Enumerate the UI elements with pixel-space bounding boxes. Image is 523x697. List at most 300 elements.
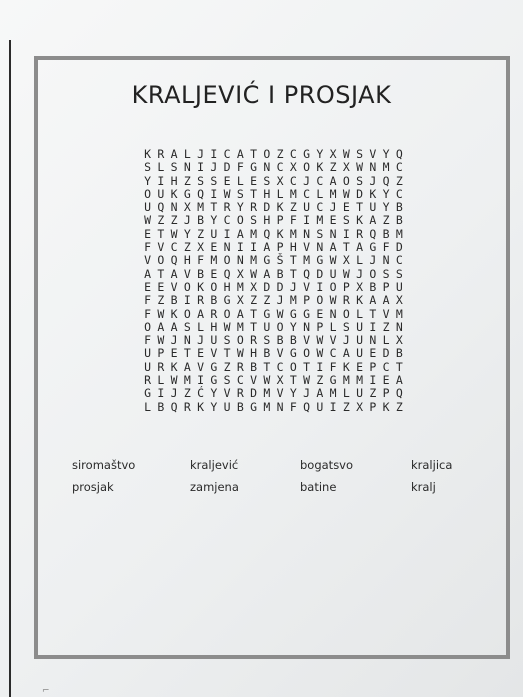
- grid-letter: P: [276, 213, 284, 228]
- grid-letter: W: [223, 186, 231, 201]
- grid-letter: J: [329, 200, 337, 215]
- grid-letter: M: [329, 186, 337, 201]
- grid-letter: Z: [157, 293, 165, 308]
- grid-letter: Y: [144, 173, 152, 188]
- grid-letter: J: [356, 266, 364, 281]
- grid-letter: C: [276, 160, 284, 175]
- grid-letter: C: [170, 240, 178, 255]
- grid-letter: G: [316, 253, 324, 268]
- word-list-item: prosjak: [72, 480, 114, 494]
- grid-letter: A: [170, 147, 178, 161]
- grid-letter: W: [236, 346, 244, 361]
- grid-letter: J: [170, 386, 178, 401]
- grid-row: [141, 228, 406, 241]
- grid-letter: A: [342, 346, 350, 361]
- grid-letter: Q: [263, 226, 271, 241]
- grid-letter: T: [342, 240, 350, 255]
- grid-letter: E: [223, 173, 231, 188]
- grid-letter: A: [263, 240, 271, 255]
- grid-letter: K: [197, 399, 205, 414]
- grid-letter: W: [329, 293, 337, 308]
- grid-letter: X: [395, 293, 403, 308]
- grid-letter: E: [170, 346, 178, 361]
- grid-letter: E: [210, 240, 218, 255]
- grid-letter: W: [356, 160, 364, 175]
- grid-letter: C: [395, 186, 403, 201]
- grid-letter: Z: [170, 213, 178, 228]
- grid-letter: D: [395, 240, 403, 255]
- grid-letter: I: [250, 240, 258, 255]
- grid-letter: T: [369, 306, 377, 321]
- grid-letter: W: [250, 266, 258, 281]
- grid-letter: U: [316, 399, 324, 414]
- grid-row: [141, 347, 406, 360]
- grid-letter: V: [183, 266, 191, 281]
- grid-letter: E: [342, 200, 350, 215]
- grid-letter: C: [223, 147, 231, 161]
- grid-letter: N: [329, 306, 337, 321]
- grid-row: [141, 268, 406, 281]
- grid-letter: S: [356, 173, 364, 188]
- grid-letter: E: [144, 279, 152, 294]
- grid-row: [141, 374, 406, 387]
- grid-letter: F: [144, 333, 152, 348]
- grid-letter: O: [369, 266, 377, 281]
- grid-letter: Š: [276, 253, 284, 268]
- grid-letter: G: [144, 386, 152, 401]
- grid-letter: T: [250, 186, 258, 201]
- grid-letter: J: [276, 293, 284, 308]
- grid-letter: H: [289, 240, 297, 255]
- grid-letter: O: [236, 213, 244, 228]
- grid-letter: S: [263, 173, 271, 188]
- word-list-item: siromaštvo: [72, 458, 136, 472]
- word-list-item: batine: [300, 480, 337, 494]
- grid-letter: J: [303, 173, 311, 188]
- grid-letter: Y: [382, 200, 390, 215]
- grid-letter: J: [197, 147, 205, 161]
- grid-letter: I: [303, 213, 311, 228]
- grid-letter: J: [289, 279, 297, 294]
- grid-letter: K: [276, 200, 284, 215]
- grid-letter: N: [369, 333, 377, 348]
- grid-letter: L: [356, 306, 364, 321]
- grid-letter: T: [289, 373, 297, 388]
- grid-letter: N: [183, 333, 191, 348]
- grid-letter: N: [369, 160, 377, 175]
- grid-letter: L: [157, 373, 165, 388]
- grid-row: [141, 148, 406, 161]
- grid-letter: W: [223, 319, 231, 334]
- grid-letter: A: [329, 240, 337, 255]
- grid-letter: E: [197, 346, 205, 361]
- grid-letter: F: [197, 253, 205, 268]
- grid-letter: M: [289, 186, 297, 201]
- grid-row: [141, 241, 406, 254]
- grid-letter: Z: [276, 147, 284, 161]
- grid-letter: Q: [395, 386, 403, 401]
- grid-letter: Z: [395, 399, 403, 414]
- grid-letter: L: [236, 173, 244, 188]
- grid-letter: W: [170, 373, 178, 388]
- grid-letter: M: [289, 226, 297, 241]
- word-search-grid: [141, 148, 406, 414]
- grid-letter: X: [183, 200, 191, 215]
- grid-letter: O: [236, 333, 244, 348]
- grid-letter: U: [157, 186, 165, 201]
- grid-letter: S: [263, 333, 271, 348]
- grid-letter: G: [263, 306, 271, 321]
- grid-letter: V: [303, 279, 311, 294]
- grid-letter: Z: [382, 319, 390, 334]
- grid-letter: M: [263, 399, 271, 414]
- grid-letter: X: [197, 240, 205, 255]
- grid-letter: O: [183, 306, 191, 321]
- grid-letter: J: [369, 253, 377, 268]
- grid-letter: R: [250, 333, 258, 348]
- grid-letter: V: [197, 359, 205, 374]
- grid-letter: R: [236, 386, 244, 401]
- grid-letter: Z: [157, 213, 165, 228]
- grid-row: [141, 161, 406, 174]
- grid-row: [141, 401, 406, 414]
- grid-row: [141, 361, 406, 374]
- grid-letter: A: [144, 266, 152, 281]
- grid-letter: N: [303, 319, 311, 334]
- grid-letter: U: [223, 399, 231, 414]
- grid-letter: V: [303, 333, 311, 348]
- grid-letter: Y: [183, 226, 191, 241]
- grid-letter: G: [369, 240, 377, 255]
- page-title: KRALJEVIĆ I PROSJAK: [131, 81, 392, 109]
- grid-letter: V: [170, 279, 178, 294]
- grid-letter: X: [329, 147, 337, 161]
- grid-letter: P: [369, 399, 377, 414]
- grid-letter: M: [356, 373, 364, 388]
- grid-letter: K: [276, 226, 284, 241]
- grid-letter: G: [303, 147, 311, 161]
- grid-letter: U: [144, 200, 152, 215]
- grid-letter: X: [276, 173, 284, 188]
- grid-letter: B: [263, 346, 271, 361]
- grid-letter: N: [329, 226, 337, 241]
- grid-letter: S: [356, 147, 364, 161]
- grid-letter: A: [236, 226, 244, 241]
- grid-letter: S: [342, 213, 350, 228]
- grid-letter: Q: [170, 399, 178, 414]
- grid-letter: I: [316, 359, 324, 374]
- grid-letter: Z: [329, 160, 337, 175]
- grid-letter: V: [223, 386, 231, 401]
- grid-letter: S: [395, 266, 403, 281]
- grid-letter: W: [342, 186, 350, 201]
- grid-letter: T: [289, 253, 297, 268]
- grid-letter: Q: [395, 147, 403, 161]
- grid-letter: O: [223, 306, 231, 321]
- grid-letter: A: [183, 359, 191, 374]
- grid-row: [141, 281, 406, 294]
- grid-letter: X: [342, 160, 350, 175]
- grid-letter: I: [369, 373, 377, 388]
- grid-letter: A: [316, 386, 324, 401]
- grid-letter: U: [210, 226, 218, 241]
- grid-letter: R: [183, 399, 191, 414]
- grid-letter: M: [236, 279, 244, 294]
- grid-letter: N: [382, 253, 390, 268]
- grid-letter: X: [236, 293, 244, 308]
- grid-letter: O: [144, 186, 152, 201]
- grid-letter: K: [144, 147, 152, 161]
- grid-letter: R: [342, 293, 350, 308]
- grid-letter: E: [382, 373, 390, 388]
- grid-letter: H: [250, 346, 258, 361]
- grid-letter: D: [356, 186, 364, 201]
- grid-letter: B: [250, 359, 258, 374]
- grid-letter: V: [276, 346, 284, 361]
- grid-letter: V: [157, 240, 165, 255]
- grid-letter: G: [329, 373, 337, 388]
- grid-letter: A: [170, 266, 178, 281]
- grid-letter: I: [197, 160, 205, 175]
- grid-letter: B: [157, 399, 165, 414]
- grid-letter: X: [356, 399, 364, 414]
- grid-letter: I: [210, 147, 218, 161]
- grid-letter: Z: [250, 293, 258, 308]
- grid-letter: A: [356, 240, 364, 255]
- grid-letter: U: [356, 346, 364, 361]
- grid-letter: Y: [210, 386, 218, 401]
- grid-letter: U: [395, 279, 403, 294]
- grid-letter: U: [303, 200, 311, 215]
- grid-letter: M: [183, 373, 191, 388]
- grid-letter: F: [382, 240, 390, 255]
- grid-letter: L: [329, 319, 337, 334]
- grid-letter: P: [382, 279, 390, 294]
- grid-letter: J: [303, 386, 311, 401]
- grid-letter: B: [369, 279, 377, 294]
- grid-letter: W: [342, 147, 350, 161]
- grid-letter: Y: [289, 319, 297, 334]
- grid-letter: M: [303, 253, 311, 268]
- grid-letter: W: [276, 306, 284, 321]
- grid-letter: I: [183, 293, 191, 308]
- grid-letter: B: [289, 333, 297, 348]
- grid-letter: M: [329, 386, 337, 401]
- grid-letter: J: [183, 213, 191, 228]
- grid-letter: P: [369, 359, 377, 374]
- grid-letter: R: [223, 200, 231, 215]
- grid-letter: G: [263, 253, 271, 268]
- grid-letter: V: [210, 346, 218, 361]
- grid-letter: I: [223, 226, 231, 241]
- grid-letter: U: [356, 386, 364, 401]
- grid-letter: I: [157, 386, 165, 401]
- grid-letter: V: [369, 147, 377, 161]
- grid-letter: J: [210, 160, 218, 175]
- grid-letter: V: [250, 373, 258, 388]
- grid-letter: C: [223, 213, 231, 228]
- grid-letter: C: [289, 147, 297, 161]
- grid-letter: Y: [382, 186, 390, 201]
- grid-letter: N: [395, 319, 403, 334]
- grid-letter: F: [144, 293, 152, 308]
- grid-letter: D: [263, 279, 271, 294]
- grid-letter: W: [303, 373, 311, 388]
- grid-letter: M: [197, 200, 205, 215]
- grid-letter: A: [197, 306, 205, 321]
- grid-letter: C: [316, 200, 324, 215]
- grid-letter: Q: [382, 173, 390, 188]
- grid-letter: K: [170, 186, 178, 201]
- grid-letter: C: [395, 160, 403, 175]
- grid-letter: O: [263, 147, 271, 161]
- grid-letter: R: [210, 306, 218, 321]
- grid-letter: I: [197, 373, 205, 388]
- grid-letter: Q: [303, 266, 311, 281]
- grid-letter: F: [289, 399, 297, 414]
- grid-letter: M: [289, 293, 297, 308]
- grid-letter: Y: [210, 399, 218, 414]
- grid-letter: C: [289, 173, 297, 188]
- grid-letter: B: [236, 399, 244, 414]
- grid-letter: U: [369, 200, 377, 215]
- grid-letter: T: [250, 147, 258, 161]
- grid-letter: Z: [289, 200, 297, 215]
- grid-letter: C: [316, 173, 324, 188]
- grid-row: [141, 188, 406, 201]
- grid-letter: O: [342, 306, 350, 321]
- grid-letter: B: [197, 266, 205, 281]
- grid-letter: W: [316, 346, 324, 361]
- grid-letter: Y: [316, 147, 324, 161]
- grid-letter: I: [369, 319, 377, 334]
- grid-letter: O: [183, 279, 191, 294]
- grid-letter: U: [144, 359, 152, 374]
- grid-letter: N: [303, 226, 311, 241]
- grid-letter: V: [329, 333, 337, 348]
- grid-letter: A: [369, 293, 377, 308]
- grid-letter: E: [250, 173, 258, 188]
- grid-letter: H: [170, 173, 178, 188]
- grid-letter: O: [144, 319, 152, 334]
- grid-letter: F: [329, 359, 337, 374]
- grid-letter: K: [382, 399, 390, 414]
- grid-letter: T: [250, 319, 258, 334]
- grid-letter: T: [157, 226, 165, 241]
- grid-letter: D: [263, 200, 271, 215]
- grid-letter: Z: [369, 386, 377, 401]
- grid-letter: I: [342, 226, 350, 241]
- grid-letter: F: [289, 213, 297, 228]
- grid-letter: K: [356, 293, 364, 308]
- grid-row: [141, 294, 406, 307]
- grid-letter: A: [263, 266, 271, 281]
- grid-letter: E: [329, 213, 337, 228]
- grid-row: [141, 387, 406, 400]
- grid-letter: U: [144, 346, 152, 361]
- grid-row: [141, 334, 406, 347]
- grid-letter: L: [382, 333, 390, 348]
- grid-letter: W: [342, 266, 350, 281]
- grid-letter: D: [223, 160, 231, 175]
- grid-letter: O: [157, 253, 165, 268]
- grid-letter: O: [303, 160, 311, 175]
- grid-letter: W: [157, 333, 165, 348]
- grid-row: [141, 175, 406, 188]
- grid-letter: F: [236, 160, 244, 175]
- grid-letter: A: [236, 147, 244, 161]
- grid-letter: E: [144, 226, 152, 241]
- grid-row: [141, 321, 406, 334]
- grid-letter: D: [276, 279, 284, 294]
- grid-letter: H: [223, 279, 231, 294]
- grid-letter: M: [210, 253, 218, 268]
- grid-letter: S: [236, 186, 244, 201]
- grid-letter: U: [329, 266, 337, 281]
- grid-letter: I: [236, 240, 244, 255]
- grid-letter: X: [395, 333, 403, 348]
- grid-letter: T: [289, 266, 297, 281]
- grid-letter: K: [356, 213, 364, 228]
- grid-letter: I: [157, 173, 165, 188]
- grid-letter: X: [356, 279, 364, 294]
- grid-letter: X: [276, 373, 284, 388]
- grid-letter: J: [342, 333, 350, 348]
- grid-letter: W: [329, 253, 337, 268]
- word-list-item: kraljica: [411, 458, 453, 472]
- grid-letter: M: [236, 319, 244, 334]
- grid-letter: S: [382, 266, 390, 281]
- grid-letter: Y: [210, 213, 218, 228]
- grid-letter: V: [144, 253, 152, 268]
- grid-letter: E: [356, 359, 364, 374]
- word-list-item: kralj: [411, 480, 436, 494]
- grid-letter: N: [170, 200, 178, 215]
- word-list-item: bogatsvo: [300, 458, 354, 472]
- grid-letter: X: [342, 253, 350, 268]
- grid-letter: E: [316, 306, 324, 321]
- grid-letter: O: [289, 359, 297, 374]
- grid-letter: A: [157, 319, 165, 334]
- grid-letter: N: [236, 253, 244, 268]
- grid-letter: I: [316, 279, 324, 294]
- grid-letter: M: [250, 253, 258, 268]
- grid-letter: Q: [157, 200, 165, 215]
- grid-letter: W: [316, 333, 324, 348]
- grid-letter: H: [263, 213, 271, 228]
- grid-letter: Z: [263, 293, 271, 308]
- grid-letter: T: [183, 346, 191, 361]
- grid-letter: Z: [197, 226, 205, 241]
- grid-letter: C: [329, 346, 337, 361]
- grid-letter: L: [342, 386, 350, 401]
- grid-letter: C: [395, 253, 403, 268]
- grid-letter: H: [183, 253, 191, 268]
- grid-letter: P: [342, 279, 350, 294]
- grid-letter: E: [157, 279, 165, 294]
- grid-letter: M: [342, 373, 350, 388]
- grid-letter: N: [276, 399, 284, 414]
- grid-letter: Z: [183, 240, 191, 255]
- grid-letter: K: [197, 279, 205, 294]
- grid-letter: L: [144, 399, 152, 414]
- grid-letter: S: [223, 373, 231, 388]
- grid-letter: X: [236, 266, 244, 281]
- word-list-item: kraljević: [190, 458, 239, 472]
- grid-letter: P: [316, 319, 324, 334]
- grid-letter: X: [250, 279, 258, 294]
- grid-letter: C: [303, 186, 311, 201]
